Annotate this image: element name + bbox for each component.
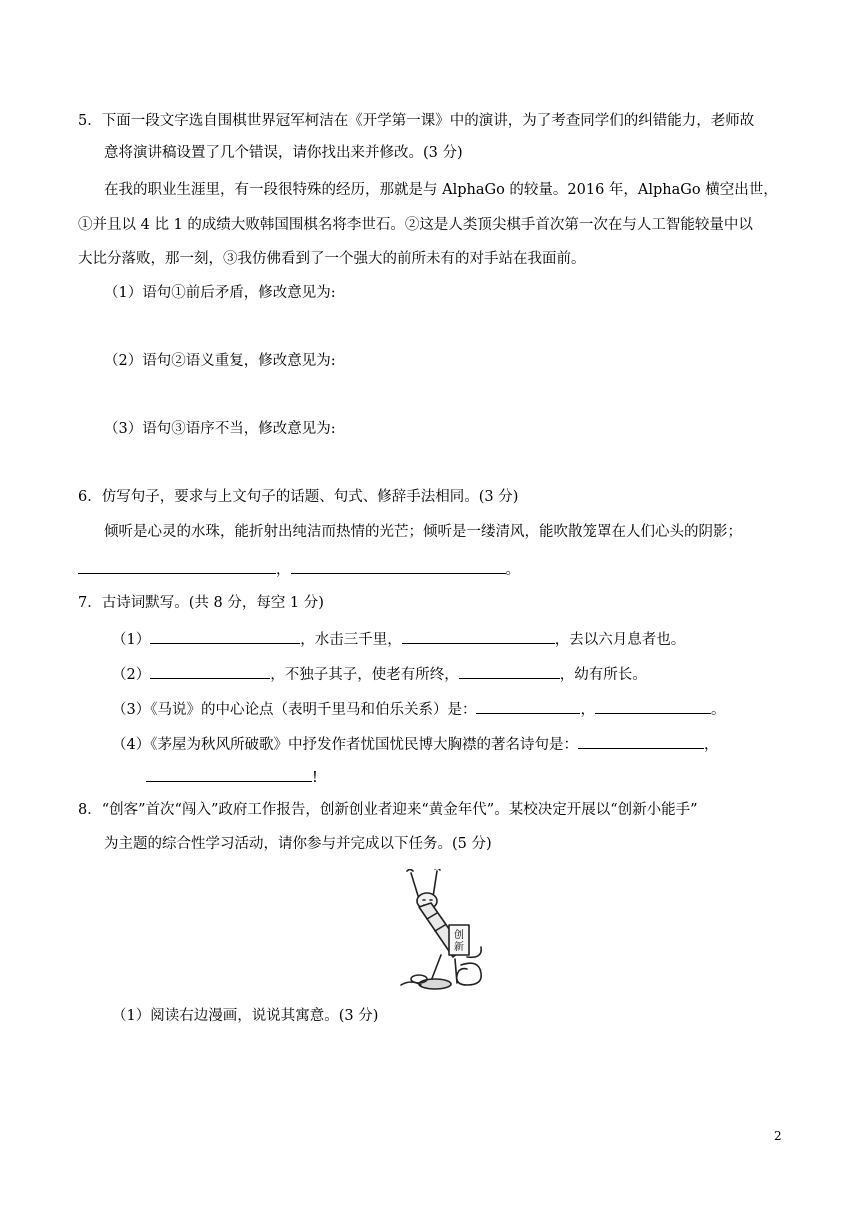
q7-item4-end: ! xyxy=(312,770,318,786)
q7-item2-mid: ，不独子其子，使老有所终， xyxy=(270,667,459,683)
q6-blank-2[interactable] xyxy=(291,557,506,574)
q7-item1-end: ，去以六月息者也。 xyxy=(554,632,686,648)
q7-item4 xyxy=(112,732,718,755)
q5-sub3: （3）语句③语序不当，修改意见为: xyxy=(104,421,336,437)
q5-passage-line3: 大比分落败，那一刻，③我仿佛看到了一个强大的前所未有的对手站在我面前。 xyxy=(78,251,586,267)
q7-item1 xyxy=(112,627,685,650)
q7-item3 xyxy=(112,697,725,720)
q7-item4-mid: ， xyxy=(703,737,719,753)
q7-item4-blank-2[interactable] xyxy=(146,765,312,782)
q7-item2-end: ，幼有所长。 xyxy=(559,667,647,683)
q7-item4-prefix: （4）《茅屋为秋风所破歌》中抒发作者忧国忧民博大胸襟的著名诗句是： xyxy=(112,737,578,753)
q6-sep: ， xyxy=(276,562,291,578)
q7-item3-mid: ， xyxy=(580,702,595,718)
cartoon-sign-text-1: 创 xyxy=(454,930,464,941)
q5-sub2: （2）语句②语义重复，修改意见为: xyxy=(104,353,336,369)
cartoon-sign-text-2: 新 xyxy=(454,942,464,953)
q7-item1-prefix: （1） xyxy=(112,632,151,648)
q7-item3-blank-1[interactable] xyxy=(476,697,580,714)
q6-blank-1[interactable] xyxy=(78,557,276,574)
q8-intro-line1: 8．“创客”首次“闯入”政府工作报告，创新创业者迎来“黄金年代”。某校决定开展以“创新小能手” xyxy=(78,802,698,818)
cartoon-illustration xyxy=(397,869,493,991)
q7-item2 xyxy=(112,662,647,685)
page-number: 2 xyxy=(774,1129,782,1143)
q7-item1-blank-1[interactable] xyxy=(150,627,300,644)
q6-intro: 6．仿写句子，要求与上文句子的话题、句式、修辞手法相同。(3 分) xyxy=(78,489,519,505)
q7-item4-cont xyxy=(146,765,318,788)
q7-item1-blank-2[interactable] xyxy=(402,627,555,644)
q7-item2-blank-2[interactable] xyxy=(459,662,560,679)
q5-intro-line1: 5．下面一段文字选自围棋世界冠军柯洁在《开学第一课》中的演讲，为了考查同学们的纠错能力，老师故 xyxy=(78,113,755,129)
q5-sub1: （1）语句①前后矛盾，修改意见为: xyxy=(104,285,336,301)
q6-answer-line xyxy=(78,557,520,580)
q8-sub1: （1）阅读右边漫画，说说其寓意。(3 分) xyxy=(112,1008,379,1024)
q5-passage-line1: 在我的职业生涯里，有一段很特殊的经历，那就是与 AlphaGo 的较量。2016 年，AlphaGo 横空出世， xyxy=(104,182,778,198)
q7-item3-blank-2[interactable] xyxy=(595,697,711,714)
q7-intro: 7．古诗词默写。(共 8 分，每空 1 分) xyxy=(78,595,324,611)
q7-item1-mid: ，水击三千里， xyxy=(300,632,402,648)
q6-end: 。 xyxy=(505,562,520,578)
q7-item3-prefix: （3）《马说》的中心论点（表明千里马和伯乐关系）是： xyxy=(112,702,477,718)
q8-intro-line2: 为主题的综合性学习活动，请你参与并完成以下任务。(5 分) xyxy=(104,836,492,852)
q7-item3-end: 。 xyxy=(710,702,726,718)
q5-intro-line2: 意将演讲稿设置了几个错误，请你找出来并修改。(3 分) xyxy=(104,145,463,161)
q5-passage-line2: ①并且以 4 比 1 的成绩大败韩国围棋名将李世石。②这是人类顶尖棋手首次第一次在与人工智能较量中以 xyxy=(78,217,753,233)
q6-example: 倾听是心灵的水珠，能折射出纯洁而热情的光芒；倾听是一缕清风，能吹散笼罩在人们心头的阴影； xyxy=(104,524,742,540)
q7-item2-prefix: （2） xyxy=(112,667,151,683)
q7-item2-blank-1[interactable] xyxy=(150,662,270,679)
q7-item4-blank-1[interactable] xyxy=(578,732,704,749)
